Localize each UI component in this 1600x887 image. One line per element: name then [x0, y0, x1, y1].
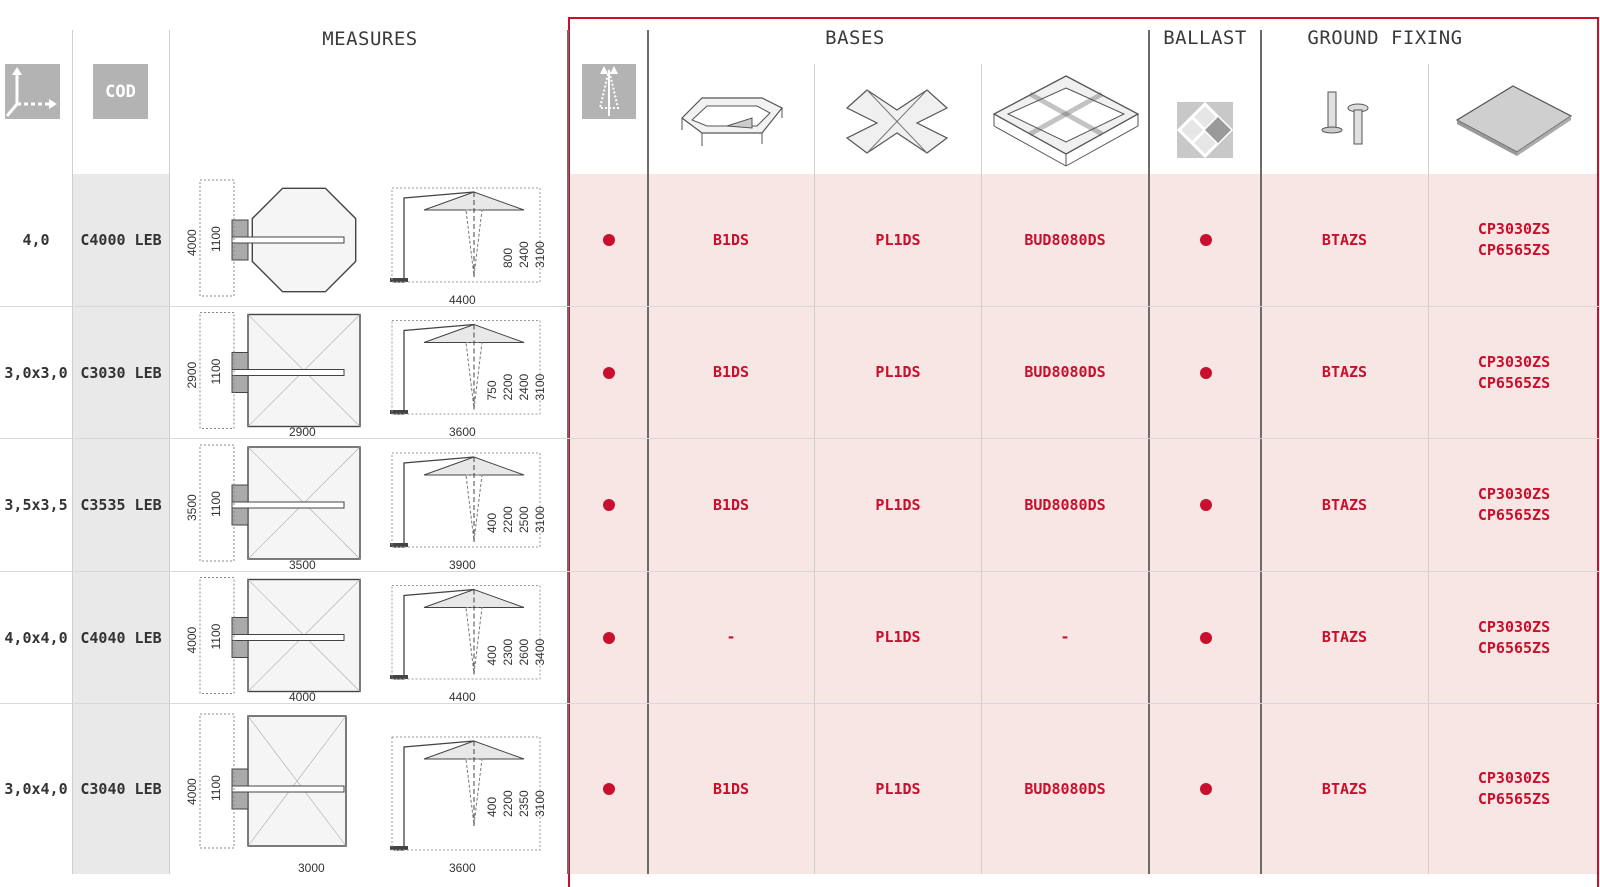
row-4-size: 4,0x4,0	[4, 628, 68, 647]
umbrella-icon	[582, 64, 636, 119]
plan-arm-dim: 1100	[209, 623, 223, 650]
availability-dot	[1200, 632, 1212, 644]
plate-code: CP6565ZS	[1477, 638, 1551, 657]
row-1-size: 4,0	[22, 231, 50, 249]
side-h2-dim: 2400	[517, 373, 531, 401]
row-1-pl: PL1DS	[875, 230, 921, 249]
side-h1-dim: 2200	[501, 373, 515, 401]
plate-code: CP6565ZS	[1477, 373, 1551, 392]
row-1-b1: B1DS	[712, 230, 750, 249]
row-4-plates	[1429, 572, 1599, 703]
availability-dot	[603, 783, 615, 795]
row-5-gf1: BTAZS	[1321, 779, 1368, 798]
plan-side-dim: 4000	[185, 778, 199, 805]
row-2-b1: B1DS	[712, 363, 750, 381]
ballast-tiles-icon	[1177, 102, 1233, 158]
side-h0-dim: 400	[485, 645, 499, 666]
availability-dot	[603, 499, 615, 511]
plan-arm-dim: 1100	[209, 491, 223, 517]
row-1-measures-drawing	[172, 174, 562, 306]
row-4-measures-drawing	[172, 572, 562, 703]
side-h1-dim: 800	[501, 247, 515, 268]
row-5-pl: PL1DS	[875, 779, 921, 798]
header-measures: MEASURES	[322, 28, 418, 50]
row-1-ballast-available	[1150, 174, 1261, 306]
row-3-cod: C3535 LEB	[80, 496, 162, 514]
row-4-b1: -	[726, 628, 736, 646]
side-h3-dim: 3100	[533, 790, 547, 817]
row-2-pl: PL1DS	[875, 363, 921, 381]
cod-badge: COD	[93, 64, 148, 119]
row-3-b1: B1DS	[712, 495, 750, 514]
side-foot	[390, 410, 408, 414]
side-width-dim: 4400	[449, 690, 476, 703]
side-foot	[390, 675, 408, 679]
arm-plan	[232, 370, 344, 376]
row-5-ballast-available	[1150, 704, 1261, 874]
side-h2-dim: 2350	[517, 790, 531, 817]
row-4-umbrella-available	[570, 572, 648, 703]
side-h2-dim: 2500	[517, 506, 531, 533]
row-3-plates	[1429, 439, 1599, 571]
side-width-dim: 3600	[449, 425, 476, 438]
plate-code: CP3030ZS	[1477, 220, 1551, 238]
side-h2-dim: 2400	[517, 241, 531, 268]
row-5-umbrella-available	[570, 704, 648, 874]
divider	[169, 30, 170, 874]
availability-dot	[603, 632, 615, 644]
base-pl1ds-icon	[837, 78, 957, 158]
side-h3-dim: 3100	[533, 241, 547, 268]
plan-arm-dim: 1100	[209, 226, 223, 252]
plan-width-dim: 2900	[289, 425, 316, 438]
base-bud8080ds-icon	[990, 72, 1142, 170]
row-1-cod: C4000 LEB	[80, 231, 162, 249]
row-4-bud: -	[1060, 628, 1070, 646]
base-b1ds-icon	[672, 78, 792, 158]
side-width-dim: 3900	[449, 558, 476, 571]
row-5-bud: BUD8080DS	[1024, 779, 1106, 798]
row-4-pl: PL1DS	[875, 628, 921, 646]
row-2-measures-drawing	[172, 307, 562, 438]
plate-code: CP6565ZS	[1477, 790, 1551, 808]
row-5-cod: C3040 LEB	[80, 780, 162, 798]
row-2-plates	[1429, 307, 1599, 438]
side-h0-dim: 400	[485, 512, 499, 533]
row-3-bud: BUD8080DS	[1024, 495, 1106, 514]
row-3-measures-drawing	[172, 439, 562, 571]
divider	[567, 30, 569, 874]
ground-plate-icon	[1455, 84, 1575, 158]
availability-dot	[1200, 783, 1212, 795]
plate-code: CP6565ZS	[1477, 506, 1551, 524]
row-2-ballast-available	[1150, 307, 1261, 438]
row-2-bud: BUD8080DS	[1024, 363, 1106, 381]
row-4-ballast-available	[1150, 572, 1261, 703]
row-4-cod: C4040 LEB	[80, 628, 162, 647]
side-h3-dim: 3100	[533, 373, 547, 401]
plate-code: CP3030ZS	[1477, 352, 1551, 371]
availability-dot	[1200, 499, 1212, 511]
arm-plan	[232, 786, 344, 792]
header-bases: BASES	[825, 27, 885, 49]
availability-dot	[1200, 367, 1212, 379]
plate-code: CP3030ZS	[1477, 485, 1551, 503]
row-3-umbrella-available	[570, 439, 648, 571]
plan-side-dim: 4000	[185, 229, 199, 256]
row-5-measures-drawing	[172, 704, 562, 874]
row-2-gf1: BTAZS	[1321, 363, 1368, 381]
plan-width-dim: 3000	[298, 861, 325, 874]
plan-side-dim: 3500	[185, 494, 199, 521]
ground-anchor-icon	[1320, 88, 1370, 152]
header-ballast: BALLAST	[1163, 27, 1247, 49]
side-foot	[390, 278, 408, 282]
side-width-dim: 4400	[449, 293, 476, 306]
row-1-bud: BUD8080DS	[1024, 230, 1106, 249]
arm-plan	[232, 635, 344, 641]
availability-dot	[603, 234, 615, 246]
arm-plan	[232, 502, 344, 508]
side-h3-dim: 3100	[533, 506, 547, 533]
axes-icon	[5, 64, 60, 119]
plan-width-dim: 3500	[289, 558, 316, 571]
side-width-dim: 3600	[449, 861, 476, 874]
row-3-ballast-available	[1150, 439, 1261, 571]
plate-code: CP3030ZS	[1477, 617, 1551, 636]
side-h3-dim: 3400	[533, 638, 547, 666]
row-5-plates	[1429, 704, 1599, 874]
availability-dot	[1200, 234, 1212, 246]
side-h1-dim: 2300	[501, 638, 515, 666]
row-1-umbrella-available	[570, 174, 648, 306]
row-3-pl: PL1DS	[875, 495, 921, 514]
row-2-umbrella-available	[570, 307, 648, 438]
availability-dot	[603, 367, 615, 379]
plan-side-dim: 2900	[185, 361, 199, 389]
arm-plan	[232, 237, 344, 243]
row-1-plates	[1429, 174, 1599, 306]
row-5-b1: B1DS	[712, 779, 750, 798]
side-foot	[390, 543, 408, 547]
row-4-gf1: BTAZS	[1321, 628, 1368, 646]
row-2-size: 3,0x3,0	[4, 363, 68, 382]
plate-code: CP6565ZS	[1477, 241, 1551, 259]
side-foot	[390, 846, 408, 850]
plan-arm-dim: 1100	[209, 358, 223, 385]
plate-code: CP3030ZS	[1477, 769, 1551, 787]
row-1-gf1: BTAZS	[1321, 230, 1368, 249]
row-5-size: 3,0x4,0	[4, 780, 68, 798]
side-h2-dim: 2600	[517, 638, 531, 666]
plan-width-dim: 4000	[289, 690, 316, 703]
plan-side-dim: 4000	[185, 626, 199, 654]
side-h0-dim: 750	[485, 380, 499, 401]
row-3-gf1: BTAZS	[1321, 495, 1368, 514]
header-ground-fixing: GROUND FIXING	[1307, 27, 1463, 49]
side-h0-dim: 400	[485, 796, 499, 817]
side-h1-dim: 2200	[501, 790, 515, 817]
side-h1-dim: 2200	[501, 506, 515, 533]
row-2-cod: C3030 LEB	[80, 363, 162, 382]
row-3-size: 3,5x3,5	[4, 496, 68, 514]
plan-arm-dim: 1100	[209, 775, 223, 801]
